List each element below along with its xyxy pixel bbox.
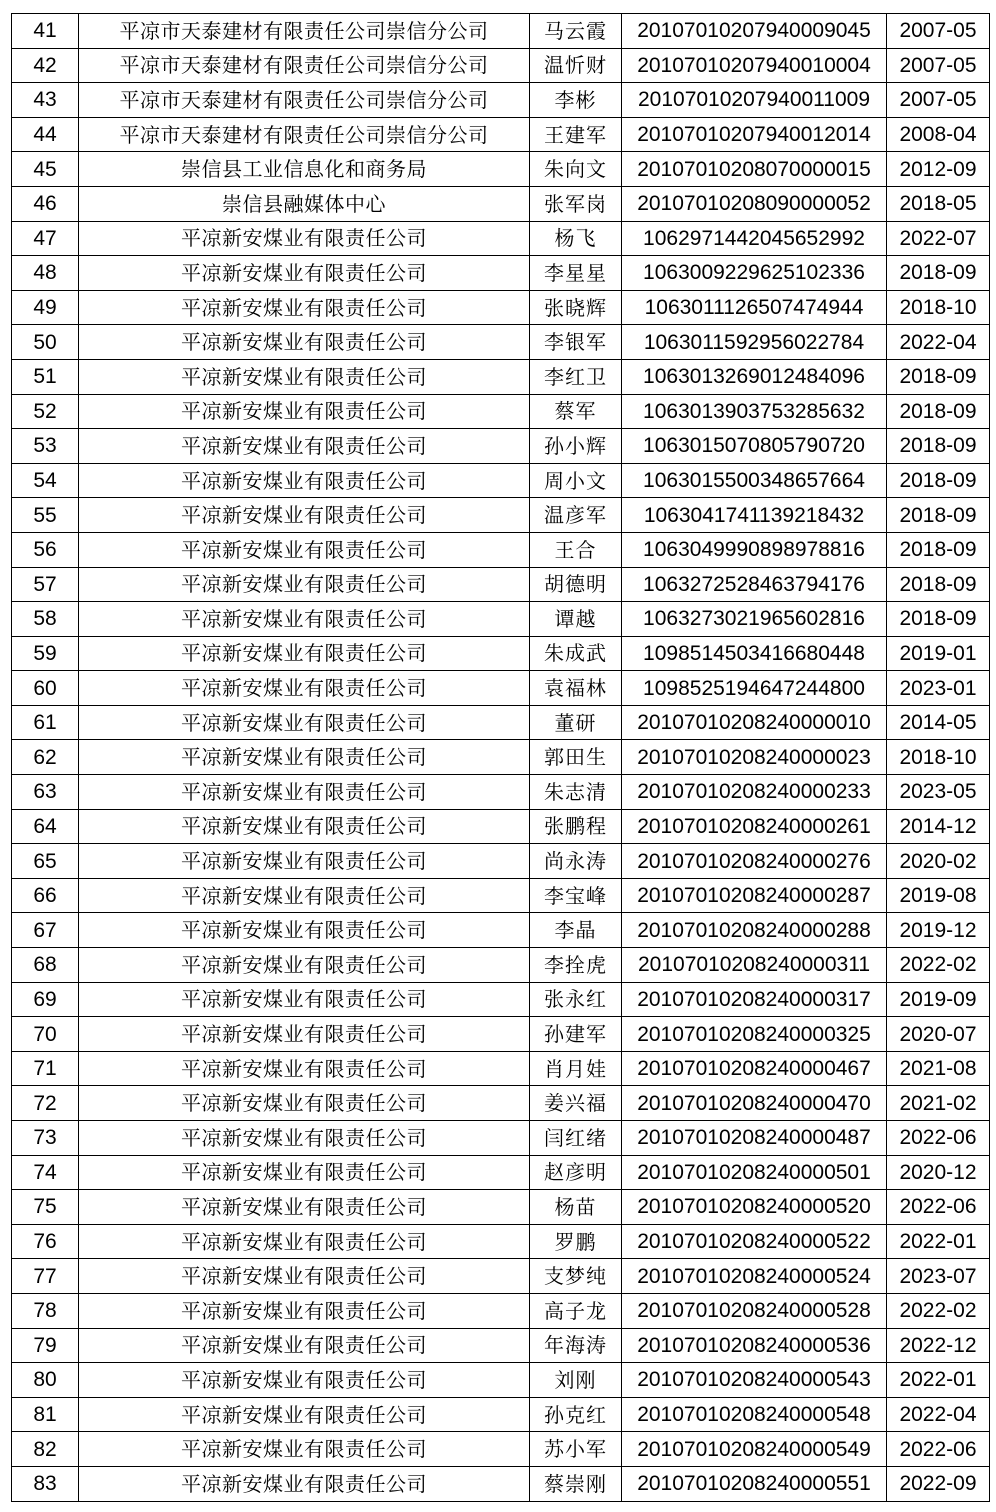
organization-cell: 平凉市天泰建材有限责任公司崇信分公司 <box>79 14 530 49</box>
table-row <box>12 567 990 602</box>
date-cell: 2022-12 <box>887 1328 990 1363</box>
table-row <box>12 498 990 533</box>
name-cell: 李宝峰 <box>530 878 622 913</box>
date-cell: 2022-04 <box>887 1397 990 1432</box>
certificate-number-cell: 20107010208240000010 <box>622 705 887 740</box>
organization-cell: 平凉新安煤业有限责任公司 <box>79 878 530 913</box>
row-number-cell: 78 <box>12 1293 79 1328</box>
table-row <box>12 844 990 879</box>
name-cell: 支梦纯 <box>530 1259 622 1294</box>
certificate-number-cell: 20107010208240000233 <box>622 775 887 810</box>
date-cell: 2022-07 <box>887 221 990 256</box>
name-cell: 闫红绪 <box>530 1121 622 1156</box>
certificate-number-cell: 20107010208240000325 <box>622 1017 887 1052</box>
row-number-cell: 82 <box>12 1432 79 1467</box>
table-row <box>12 775 990 810</box>
table-row <box>12 290 990 325</box>
organization-cell: 平凉新安煤业有限责任公司 <box>79 1432 530 1467</box>
date-cell: 2022-02 <box>887 948 990 983</box>
date-cell: 2018-05 <box>887 186 990 221</box>
certificate-number-cell: 20107010208240000520 <box>622 1190 887 1225</box>
certificate-number-cell: 20107010208090000052 <box>622 186 887 221</box>
date-cell: 2018-09 <box>887 602 990 637</box>
date-cell: 2023-05 <box>887 775 990 810</box>
name-cell: 杨飞 <box>530 221 622 256</box>
row-number-cell: 49 <box>12 290 79 325</box>
date-cell: 2019-12 <box>887 913 990 948</box>
organization-cell: 平凉新安煤业有限责任公司 <box>79 429 530 464</box>
name-cell: 尚永涛 <box>530 844 622 879</box>
row-number-cell: 60 <box>12 671 79 706</box>
certificate-number-cell: 20107010207940012014 <box>622 117 887 152</box>
certificate-number-cell: 20107010208240000543 <box>622 1363 887 1398</box>
name-cell: 孙建军 <box>530 1017 622 1052</box>
certificate-number-cell: 20107010208240000528 <box>622 1293 887 1328</box>
name-cell: 蔡崇刚 <box>530 1466 622 1501</box>
certificate-number-cell: 20107010208240000288 <box>622 913 887 948</box>
certificate-number-cell: 1063009229625102336 <box>622 256 887 291</box>
row-number-cell: 79 <box>12 1328 79 1363</box>
name-cell: 朱志清 <box>530 775 622 810</box>
table-row <box>12 83 990 118</box>
certificate-number-cell: 20107010208240000276 <box>622 844 887 879</box>
table-row <box>12 1224 990 1259</box>
date-cell: 2023-01 <box>887 671 990 706</box>
certificate-number-cell: 1063015070805790720 <box>622 429 887 464</box>
certificate-number-cell: 20107010207940011009 <box>622 83 887 118</box>
name-cell: 赵彦明 <box>530 1155 622 1190</box>
date-cell: 2018-09 <box>887 429 990 464</box>
certificate-number-cell: 20107010208240000311 <box>622 948 887 983</box>
table-row <box>12 463 990 498</box>
date-cell: 2022-01 <box>887 1363 990 1398</box>
date-cell: 2022-06 <box>887 1432 990 1467</box>
organization-cell: 崇信县工业信息化和商务局 <box>79 152 530 187</box>
row-number-cell: 59 <box>12 636 79 671</box>
name-cell: 苏小军 <box>530 1432 622 1467</box>
organization-cell: 平凉新安煤业有限责任公司 <box>79 1051 530 1086</box>
certificate-number-cell: 1063013903753285632 <box>622 394 887 429</box>
name-cell: 年海涛 <box>530 1328 622 1363</box>
row-number-cell: 52 <box>12 394 79 429</box>
certificate-number-cell: 1063049990898978816 <box>622 532 887 567</box>
organization-cell: 平凉新安煤业有限责任公司 <box>79 671 530 706</box>
date-cell: 2022-01 <box>887 1224 990 1259</box>
date-cell: 2022-06 <box>887 1121 990 1156</box>
organization-cell: 平凉市天泰建材有限责任公司崇信分公司 <box>79 117 530 152</box>
organization-cell: 平凉新安煤业有限责任公司 <box>79 1017 530 1052</box>
date-cell: 2021-08 <box>887 1051 990 1086</box>
table-row <box>12 1293 990 1328</box>
name-cell: 罗鹏 <box>530 1224 622 1259</box>
organization-cell: 平凉新安煤业有限责任公司 <box>79 775 530 810</box>
date-cell: 2022-04 <box>887 325 990 360</box>
certificate-number-cell: 1063041741139218432 <box>622 498 887 533</box>
certificate-number-cell: 20107010208240000522 <box>622 1224 887 1259</box>
certificate-number-cell: 1063011126507474944 <box>622 290 887 325</box>
name-cell: 王合 <box>530 532 622 567</box>
organization-cell: 平凉新安煤业有限责任公司 <box>79 463 530 498</box>
table-row <box>12 152 990 187</box>
certificate-number-cell: 1098525194647244800 <box>622 671 887 706</box>
name-cell: 高子龙 <box>530 1293 622 1328</box>
organization-cell: 平凉新安煤业有限责任公司 <box>79 844 530 879</box>
name-cell: 肖月娃 <box>530 1051 622 1086</box>
row-number-cell: 62 <box>12 740 79 775</box>
table-row <box>12 221 990 256</box>
name-cell: 李红卫 <box>530 359 622 394</box>
row-number-cell: 73 <box>12 1121 79 1156</box>
row-number-cell: 77 <box>12 1259 79 1294</box>
organization-cell: 平凉新安煤业有限责任公司 <box>79 256 530 291</box>
row-number-cell: 51 <box>12 359 79 394</box>
organization-cell: 平凉新安煤业有限责任公司 <box>79 1086 530 1121</box>
date-cell: 2018-10 <box>887 740 990 775</box>
row-number-cell: 47 <box>12 221 79 256</box>
table-row <box>12 809 990 844</box>
name-cell: 张鹏程 <box>530 809 622 844</box>
table-row <box>12 602 990 637</box>
table-row <box>12 1086 990 1121</box>
name-cell: 谭越 <box>530 602 622 637</box>
date-cell: 2022-09 <box>887 1466 990 1501</box>
table-row <box>12 1397 990 1432</box>
table-row <box>12 948 990 983</box>
certificate-number-cell: 20107010208240000317 <box>622 982 887 1017</box>
certificate-number-cell: 20107010208240000261 <box>622 809 887 844</box>
date-cell: 2018-09 <box>887 394 990 429</box>
date-cell: 2023-07 <box>887 1259 990 1294</box>
name-cell: 马云霞 <box>530 14 622 49</box>
name-cell: 温彦军 <box>530 498 622 533</box>
date-cell: 2018-10 <box>887 290 990 325</box>
row-number-cell: 48 <box>12 256 79 291</box>
name-cell: 李彬 <box>530 83 622 118</box>
row-number-cell: 68 <box>12 948 79 983</box>
certificate-number-cell: 20107010208240000467 <box>622 1051 887 1086</box>
organization-cell: 平凉新安煤业有限责任公司 <box>79 1397 530 1432</box>
certificate-number-cell: 20107010208240000549 <box>622 1432 887 1467</box>
row-number-cell: 50 <box>12 325 79 360</box>
certificate-number-cell: 20107010208240000470 <box>622 1086 887 1121</box>
row-number-cell: 74 <box>12 1155 79 1190</box>
certificate-number-cell: 1063273021965602816 <box>622 602 887 637</box>
name-cell: 刘刚 <box>530 1363 622 1398</box>
row-number-cell: 69 <box>12 982 79 1017</box>
date-cell: 2019-08 <box>887 878 990 913</box>
date-cell: 2018-09 <box>887 463 990 498</box>
row-number-cell: 75 <box>12 1190 79 1225</box>
table-row <box>12 636 990 671</box>
certificate-number-cell: 20107010208240000287 <box>622 878 887 913</box>
certificate-number-cell: 20107010208240000551 <box>622 1466 887 1501</box>
name-cell: 郭田生 <box>530 740 622 775</box>
row-number-cell: 76 <box>12 1224 79 1259</box>
row-number-cell: 42 <box>12 48 79 83</box>
organization-cell: 平凉新安煤业有限责任公司 <box>79 325 530 360</box>
organization-cell: 平凉新安煤业有限责任公司 <box>79 1155 530 1190</box>
records-table-body <box>12 14 990 1502</box>
row-number-cell: 61 <box>12 705 79 740</box>
organization-cell: 平凉市天泰建材有限责任公司崇信分公司 <box>79 48 530 83</box>
row-number-cell: 58 <box>12 602 79 637</box>
organization-cell: 平凉新安煤业有限责任公司 <box>79 567 530 602</box>
date-cell: 2018-09 <box>887 498 990 533</box>
date-cell: 2008-04 <box>887 117 990 152</box>
table-row <box>12 1363 990 1398</box>
organization-cell: 平凉新安煤业有限责任公司 <box>79 948 530 983</box>
table-row <box>12 186 990 221</box>
certificate-number-cell: 1063272528463794176 <box>622 567 887 602</box>
row-number-cell: 65 <box>12 844 79 879</box>
certificate-number-cell: 1063015500348657664 <box>622 463 887 498</box>
date-cell: 2020-07 <box>887 1017 990 1052</box>
organization-cell: 平凉新安煤业有限责任公司 <box>79 498 530 533</box>
organization-cell: 平凉新安煤业有限责任公司 <box>79 394 530 429</box>
table-row <box>12 14 990 49</box>
date-cell: 2012-09 <box>887 152 990 187</box>
row-number-cell: 81 <box>12 1397 79 1432</box>
organization-cell: 平凉新安煤业有限责任公司 <box>79 636 530 671</box>
organization-cell: 平凉新安煤业有限责任公司 <box>79 1466 530 1501</box>
row-number-cell: 72 <box>12 1086 79 1121</box>
table-row <box>12 705 990 740</box>
organization-cell: 平凉新安煤业有限责任公司 <box>79 1121 530 1156</box>
date-cell: 2020-12 <box>887 1155 990 1190</box>
table-row <box>12 325 990 360</box>
table-row <box>12 1190 990 1225</box>
table-row <box>12 429 990 464</box>
row-number-cell: 57 <box>12 567 79 602</box>
certificate-number-cell: 1062971442045652992 <box>622 221 887 256</box>
row-number-cell: 55 <box>12 498 79 533</box>
certificate-number-cell: 20107010208240000487 <box>622 1121 887 1156</box>
organization-cell: 平凉新安煤业有限责任公司 <box>79 602 530 637</box>
table-row <box>12 878 990 913</box>
organization-cell: 平凉新安煤业有限责任公司 <box>79 705 530 740</box>
table-row <box>12 117 990 152</box>
certificate-number-cell: 20107010208240000501 <box>622 1155 887 1190</box>
organization-cell: 崇信县融媒体中心 <box>79 186 530 221</box>
organization-cell: 平凉新安煤业有限责任公司 <box>79 359 530 394</box>
certificate-number-cell: 1063011592956022784 <box>622 325 887 360</box>
name-cell: 胡德明 <box>530 567 622 602</box>
name-cell: 李拴虎 <box>530 948 622 983</box>
date-cell: 2019-01 <box>887 636 990 671</box>
name-cell: 杨苗 <box>530 1190 622 1225</box>
date-cell: 2020-02 <box>887 844 990 879</box>
date-cell: 2022-06 <box>887 1190 990 1225</box>
table-row <box>12 913 990 948</box>
row-number-cell: 64 <box>12 809 79 844</box>
certificate-number-cell: 20107010208240000023 <box>622 740 887 775</box>
date-cell: 2007-05 <box>887 14 990 49</box>
table-row <box>12 1121 990 1156</box>
row-number-cell: 67 <box>12 913 79 948</box>
date-cell: 2018-09 <box>887 256 990 291</box>
certificate-number-cell: 1098514503416680448 <box>622 636 887 671</box>
name-cell: 孙小辉 <box>530 429 622 464</box>
organization-cell: 平凉新安煤业有限责任公司 <box>79 1293 530 1328</box>
row-number-cell: 43 <box>12 83 79 118</box>
name-cell: 孙克红 <box>530 1397 622 1432</box>
date-cell: 2007-05 <box>887 83 990 118</box>
organization-cell: 平凉新安煤业有限责任公司 <box>79 290 530 325</box>
table-row <box>12 1017 990 1052</box>
organization-cell: 平凉新安煤业有限责任公司 <box>79 221 530 256</box>
organization-cell: 平凉新安煤业有限责任公司 <box>79 740 530 775</box>
date-cell: 2021-02 <box>887 1086 990 1121</box>
organization-cell: 平凉新安煤业有限责任公司 <box>79 1259 530 1294</box>
name-cell: 王建军 <box>530 117 622 152</box>
name-cell: 朱成武 <box>530 636 622 671</box>
table-row <box>12 48 990 83</box>
row-number-cell: 54 <box>12 463 79 498</box>
row-number-cell: 44 <box>12 117 79 152</box>
row-number-cell: 56 <box>12 532 79 567</box>
table-row <box>12 1328 990 1363</box>
certificate-number-cell: 20107010208240000548 <box>622 1397 887 1432</box>
date-cell: 2018-09 <box>887 359 990 394</box>
name-cell: 温忻财 <box>530 48 622 83</box>
date-cell: 2018-09 <box>887 532 990 567</box>
table-row <box>12 1259 990 1294</box>
row-number-cell: 63 <box>12 775 79 810</box>
date-cell: 2014-05 <box>887 705 990 740</box>
row-number-cell: 53 <box>12 429 79 464</box>
name-cell: 李银军 <box>530 325 622 360</box>
name-cell: 李晶 <box>530 913 622 948</box>
table-row <box>12 1051 990 1086</box>
row-number-cell: 46 <box>12 186 79 221</box>
organization-cell: 平凉新安煤业有限责任公司 <box>79 1363 530 1398</box>
certificate-number-cell: 1063013269012484096 <box>622 359 887 394</box>
row-number-cell: 80 <box>12 1363 79 1398</box>
organization-cell: 平凉市天泰建材有限责任公司崇信分公司 <box>79 83 530 118</box>
name-cell: 张军岗 <box>530 186 622 221</box>
records-table <box>11 13 990 1502</box>
organization-cell: 平凉新安煤业有限责任公司 <box>79 1224 530 1259</box>
certificate-number-cell: 20107010208070000015 <box>622 152 887 187</box>
organization-cell: 平凉新安煤业有限责任公司 <box>79 982 530 1017</box>
organization-cell: 平凉新安煤业有限责任公司 <box>79 809 530 844</box>
table-row <box>12 982 990 1017</box>
date-cell: 2018-09 <box>887 567 990 602</box>
row-number-cell: 66 <box>12 878 79 913</box>
table-row <box>12 532 990 567</box>
name-cell: 李星星 <box>530 256 622 291</box>
name-cell: 张晓辉 <box>530 290 622 325</box>
organization-cell: 平凉新安煤业有限责任公司 <box>79 1328 530 1363</box>
row-number-cell: 45 <box>12 152 79 187</box>
certificate-number-cell: 20107010207940010004 <box>622 48 887 83</box>
organization-cell: 平凉新安煤业有限责任公司 <box>79 913 530 948</box>
date-cell: 2022-02 <box>887 1293 990 1328</box>
row-number-cell: 83 <box>12 1466 79 1501</box>
certificate-number-cell: 20107010208240000524 <box>622 1259 887 1294</box>
table-row <box>12 671 990 706</box>
name-cell: 董研 <box>530 705 622 740</box>
certificate-number-cell: 20107010208240000536 <box>622 1328 887 1363</box>
table-row <box>12 394 990 429</box>
table-row <box>12 359 990 394</box>
row-number-cell: 70 <box>12 1017 79 1052</box>
name-cell: 姜兴福 <box>530 1086 622 1121</box>
name-cell: 朱向文 <box>530 152 622 187</box>
table-row <box>12 740 990 775</box>
name-cell: 蔡军 <box>530 394 622 429</box>
table-row <box>12 1466 990 1501</box>
name-cell: 周小文 <box>530 463 622 498</box>
row-number-cell: 41 <box>12 14 79 49</box>
table-row <box>12 256 990 291</box>
table-row <box>12 1432 990 1467</box>
organization-cell: 平凉新安煤业有限责任公司 <box>79 532 530 567</box>
date-cell: 2014-12 <box>887 809 990 844</box>
organization-cell: 平凉新安煤业有限责任公司 <box>79 1190 530 1225</box>
date-cell: 2019-09 <box>887 982 990 1017</box>
name-cell: 张永红 <box>530 982 622 1017</box>
certificate-number-cell: 20107010207940009045 <box>622 14 887 49</box>
name-cell: 袁福林 <box>530 671 622 706</box>
date-cell: 2007-05 <box>887 48 990 83</box>
row-number-cell: 71 <box>12 1051 79 1086</box>
table-row <box>12 1155 990 1190</box>
